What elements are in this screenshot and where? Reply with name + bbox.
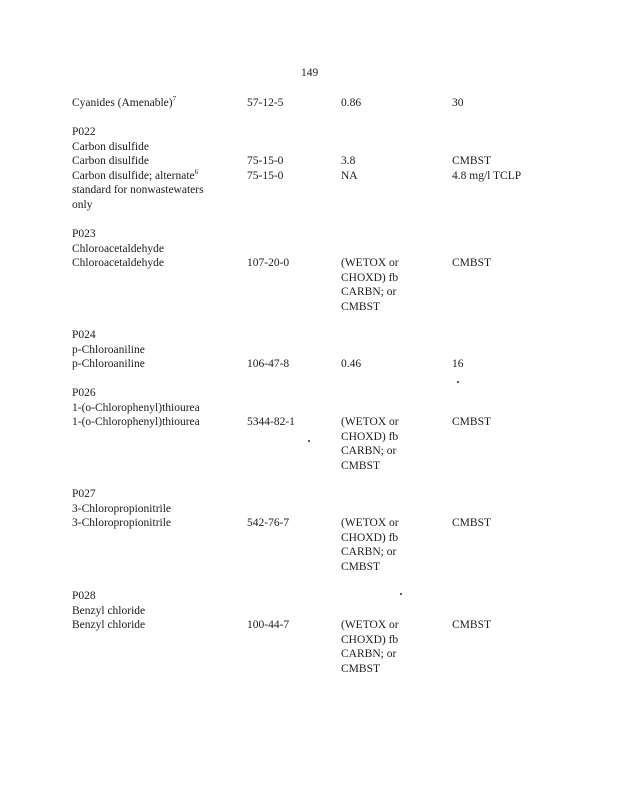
wastewater-standard: 0.86: [341, 97, 362, 109]
cas-number: 100-44-7: [247, 619, 290, 631]
scan-speck: [457, 381, 459, 383]
nonwastewater-standard: CMBST: [452, 517, 491, 529]
cas-number: 75-15-0: [247, 155, 284, 167]
nonwastewater-standard: 30: [452, 97, 464, 109]
nonwastewater-standard: CMBST: [452, 416, 491, 428]
constituent-name: Benzyl chloride: [72, 619, 146, 631]
constituent-name: Carbon disulfide: [72, 155, 149, 167]
wastewater-standard: NA: [341, 169, 358, 182]
nonwastewater-standard: CMBST: [452, 155, 491, 167]
nonwastewater-standard: CMBST: [452, 257, 491, 269]
constituent-name: 1-(o-Chlorophenyl)thiourea: [72, 416, 200, 428]
nonwastewater-standard: CMBST: [452, 619, 491, 631]
waste-code: P026: [72, 387, 96, 399]
cas-number: 57-12-5: [247, 97, 284, 109]
constituent-name: p-Chloroaniline: [72, 358, 145, 370]
cas-number: 107-20-0: [247, 257, 290, 269]
scan-speck: [400, 593, 402, 595]
constituent-name: Cyanides (Amenable)$^7$: [72, 95, 177, 109]
constituent-name: Carbon disulfide; alternate$^6$: [72, 167, 199, 182]
constituent-name: 3-Chloropropionitrile: [72, 517, 172, 529]
cas-number: 542-76-7: [247, 517, 290, 529]
nonwastewater-standard: 4.8 mg/l TCLP: [452, 169, 522, 182]
waste-code: P023: [72, 228, 96, 240]
nonwastewater-standard: 16: [452, 358, 464, 370]
scan-speck: [308, 440, 310, 442]
wastewater-standard: (WETOX or CHOXD) fb CARBN; or CMBST: [341, 619, 399, 675]
waste-description: 3-Chloropropionitrile: [72, 502, 172, 515]
waste-description: Carbon disulfide: [72, 140, 149, 153]
constituent-name-continued: standard for nonwastewaters only: [72, 184, 204, 211]
wastewater-standard: (WETOX or CHOXD) fb CARBN; or CMBST: [341, 416, 399, 472]
waste-description: 1-(o-Chlorophenyl)thiourea: [72, 401, 200, 414]
waste-code: P027: [72, 488, 96, 500]
wastewater-standard: (WETOX or CHOXD) fb CARBN; or CMBST: [341, 257, 399, 313]
cas-number: 5344-82-1: [247, 416, 295, 428]
waste-description: Benzyl chloride: [72, 604, 146, 617]
wastewater-standard: 3.8: [341, 155, 356, 167]
wastewater-standard: (WETOX or CHOXD) fb CARBN; or CMBST: [341, 517, 399, 573]
cas-number: 75-15-0: [247, 169, 284, 182]
cas-number: 106-47-8: [247, 358, 290, 370]
constituent-name: Chloroacetaldehyde: [72, 257, 164, 269]
page-number: 149: [301, 67, 319, 79]
waste-code: P022: [72, 126, 96, 138]
waste-description: Chloroacetaldehyde: [72, 242, 164, 255]
footnote-marker: 6: [194, 167, 199, 176]
footnote-marker: 7: [172, 95, 177, 104]
wastewater-standard: 0.46: [341, 358, 362, 370]
waste-description: p-Chloroaniline: [72, 343, 145, 356]
waste-code: P024: [72, 329, 96, 341]
waste-code: P028: [72, 590, 96, 602]
